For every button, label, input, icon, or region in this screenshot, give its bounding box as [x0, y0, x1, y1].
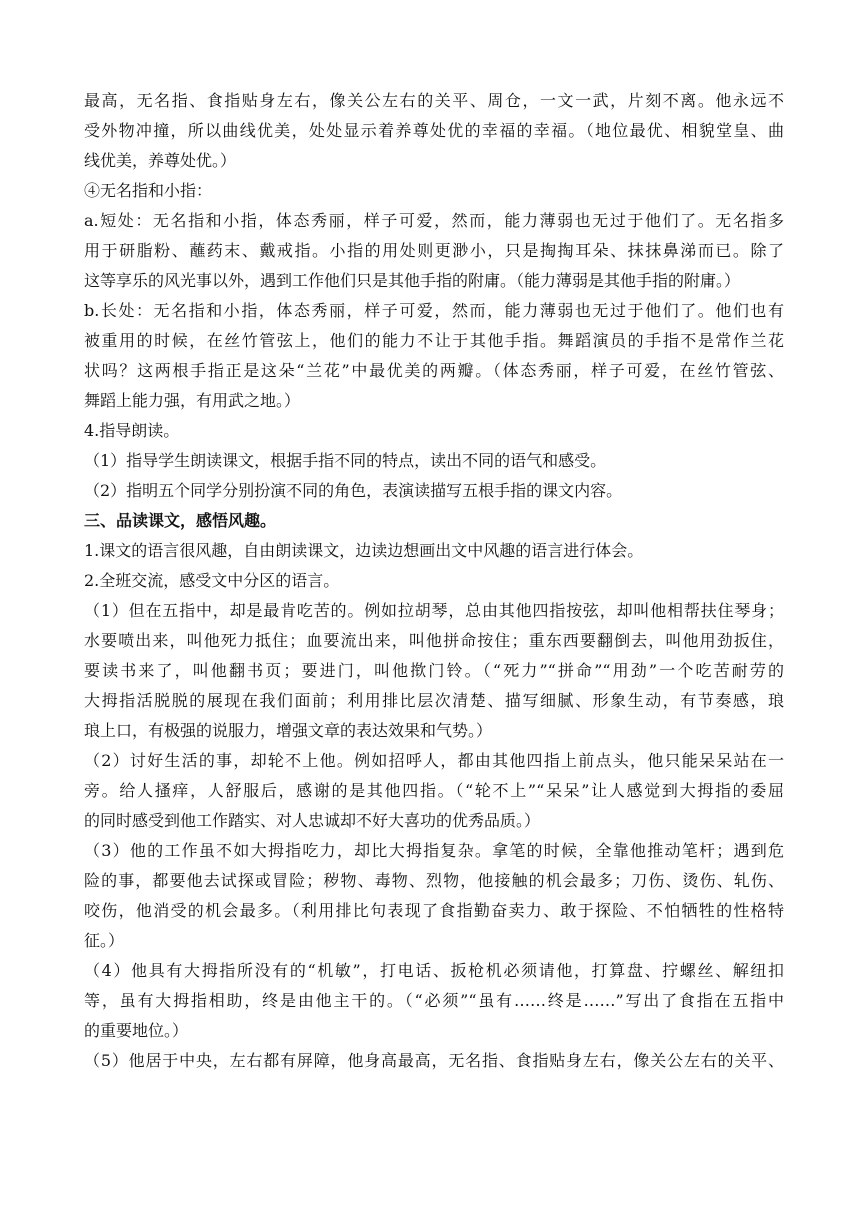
- paragraph: [84, 86, 784, 176]
- text-line: 这等享乐的风光事以外，遇到工作他们只是其他手指的附庸。（能力薄弱是其他手指的附庸。）: [84, 271, 741, 290]
- text-line: 水要喷出来，叫他死力抵住；血要流出来，叫他拼命按住；重东西要翻倒去，叫他用劲扳住，: [84, 631, 784, 650]
- text-line: 的重要地位。）: [84, 1021, 189, 1040]
- text-line: 险的事，都要他去试探或冒险；秽物、毒物、烈物，他接触的机会最多；刀伤、烫伤、轧伤、: [84, 871, 784, 890]
- text-line: 等，虽有大拇指相助，终是由他主干的。（“必须”“虽有……终是……”写出了食指在五指中: [84, 991, 784, 1010]
- paragraph: [84, 416, 784, 446]
- text-line: 4.指导朗读。: [84, 421, 180, 440]
- text-line: （5）他居于中央，左右都有屏障，他身高最高，无名指、食指贴身左右，像关公左右的关平、: [84, 1051, 784, 1070]
- paragraph: [84, 296, 784, 416]
- text-line: 舞蹈上能力强，有用武之地。）: [84, 391, 301, 410]
- text-line: 2.全班交流，感受文中分区的语言。: [84, 571, 340, 590]
- paragraph: [84, 536, 784, 566]
- text-line: 被重用的时候，在丝竹管弦上，他们的能力不让于其他手指。舞蹈演员的手指不是常作兰花: [84, 331, 784, 350]
- paragraph: [84, 176, 784, 206]
- text-line: 三、品读课文，感悟风趣。: [84, 511, 277, 530]
- text-line: ④无名指和小指：: [84, 181, 213, 200]
- text-line: 线优美，养尊处优。）: [84, 151, 237, 170]
- paragraph: [84, 476, 784, 506]
- text-line: 受外物冲撞，所以曲线优美，处处显示着养尊处优的幸福的幸福。（地位最优、相貌堂皇、曲: [84, 121, 784, 140]
- paragraph: [84, 746, 784, 836]
- text-line: 的同时感受到他工作踏实、对人忠诚却不好大喜功的优秀品质。）: [84, 811, 541, 830]
- text-line: 状吗？这两根手指正是这朵“兰花”中最优美的两瓣。（体态秀丽，样子可爱，在丝竹管弦、: [84, 361, 784, 380]
- section-heading: [84, 506, 784, 536]
- document-page: [84, 86, 784, 1076]
- text-line: （4）他具有大拇指所没有的“机敏”，打电话、扳枪机必须请他，打算盘、拧螺丝、解纽扣: [84, 961, 784, 980]
- text-line: 最高，无名指、食指贴身左右，像关公左右的关平、周仓，一文一武，片刻不离。他永远不: [84, 91, 784, 110]
- text-line: 用于研脂粉、蘸药末、戴戒指。小指的用处则更渺小，只是掏掏耳朵、抹抹鼻涕而已。除了: [84, 241, 784, 260]
- text-line: a.短处：无名指和小指，体态秀丽，样子可爱，然而，能力薄弱也无过于他们了。无名指多: [84, 211, 784, 230]
- text-line: 大拇指活脱脱的展现在我们面前；利用排比层次清楚、描写细腻、形象生动，有节奏感，琅: [84, 691, 784, 710]
- text-line: （3）他的工作虽不如大拇指吃力，却比大拇指复杂。拿笔的时候，全靠他推动笔杆；遇到危: [84, 841, 784, 860]
- text-line: 要读书来了，叫他翻书页；要进门，叫他揿门铃。（“死力”“拼命”“用劲”一个吃苦耐劳的: [84, 661, 784, 680]
- paragraph: [84, 446, 784, 476]
- text-line: b.长处：无名指和小指，体态秀丽，样子可爱，然而，能力薄弱也无过于他们了。他们也有: [84, 301, 784, 320]
- paragraph: [84, 1046, 784, 1076]
- paragraph: [84, 206, 784, 296]
- paragraph: [84, 596, 784, 746]
- text-line: 旁。给人搔痒，人舒服后，感谢的是其他四指。（“轮不上”“呆呆”让人感觉到大拇指的委屈: [84, 781, 784, 800]
- paragraph: [84, 566, 784, 596]
- text-line: 1.课文的语言很风趣，自由朗读课文，边读边想画出文中风趣的语言进行体会。: [84, 541, 644, 560]
- text-line: 咬伤，他消受的机会最多。（利用排比句表现了食指勤奋卖力、敢于探险、不怕牺牲的性格特: [84, 901, 784, 920]
- text-line: 琅上口，有极强的说服力，增强文章的表达效果和气势。）: [84, 721, 493, 740]
- text-line: （1）但在五指中，却是最肯吃苦的。例如拉胡琴，总由其他四指按弦，却叫他相帮扶住琴身；: [84, 601, 784, 620]
- paragraph: [84, 956, 784, 1046]
- text-line: （2）讨好生活的事，却轮不上他。例如招呼人，都由其他四指上前点头，他只能呆呆站在一: [84, 751, 784, 770]
- text-line: 征。）: [84, 931, 125, 950]
- text-line: （2）指明五个同学分别扮演不同的角色，表演读描写五根手指的课文内容。: [84, 481, 623, 500]
- paragraph: [84, 836, 784, 956]
- text-line: （1）指导学生朗读课文，根据手指不同的特点，读出不同的语气和感受。: [84, 451, 607, 470]
